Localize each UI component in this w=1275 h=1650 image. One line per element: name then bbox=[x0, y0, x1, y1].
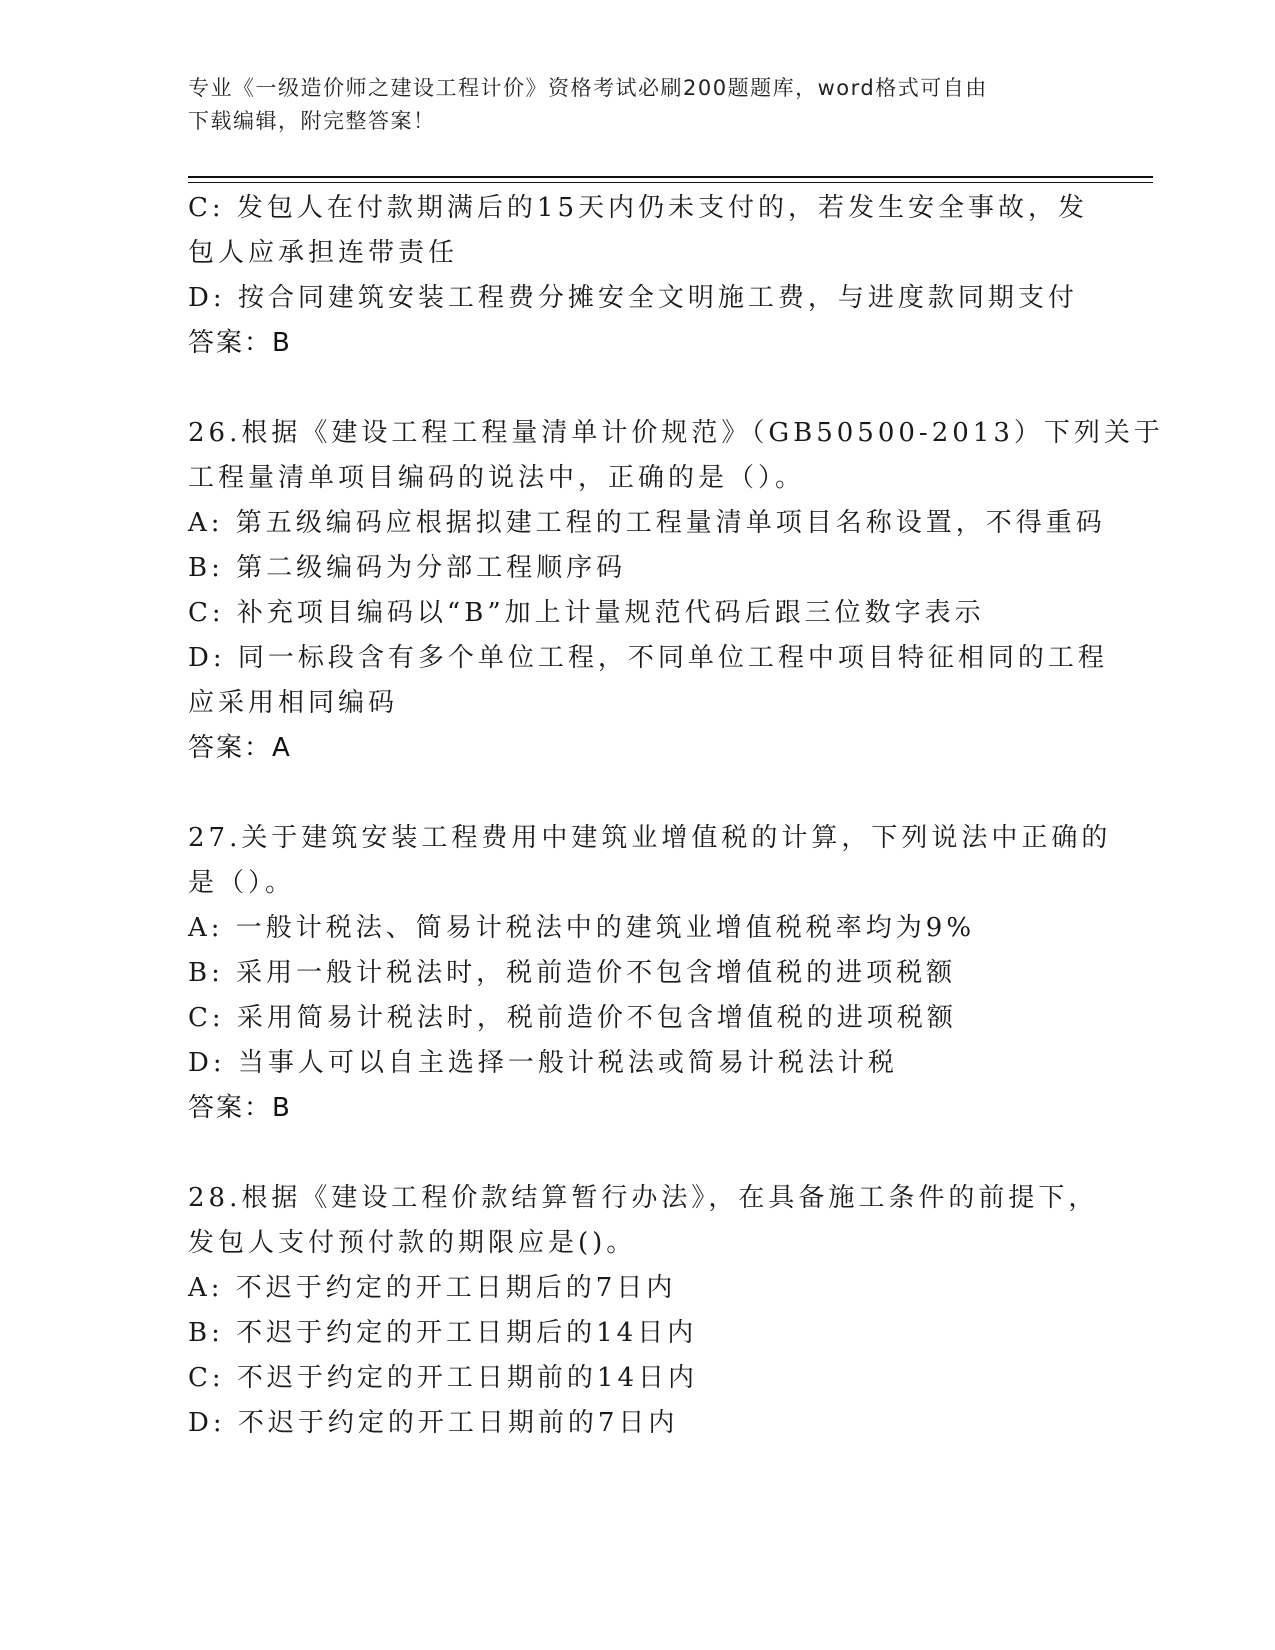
q26-option-c: C: 补充项目编码以“B”加上计量规范代码后跟三位数字表示 bbox=[188, 598, 985, 628]
q27-option-b: B: 采用一般计税法时，税前造价不包含增值税的进项税额 bbox=[188, 958, 957, 988]
q26-stem-line-2: 工程量清单项目编码的说法中，正确的是（）。 bbox=[188, 463, 806, 493]
q27-answer: 答案：B bbox=[188, 1093, 292, 1123]
header-line-2: 下载编辑，附完整答案！ bbox=[188, 109, 436, 133]
q26-option-d-line-1: D: 同一标段含有多个单位工程，不同单位工程中项目特征相同的工程 bbox=[188, 643, 1108, 673]
document-header bbox=[188, 72, 1088, 138]
prev-option-c-line-2: 包人应承担连带责任 bbox=[188, 238, 459, 268]
q27-option-c: C: 采用简易计税法时，税前造价不包含增值税的进项税额 bbox=[188, 1003, 957, 1033]
q28-option-a: A: 不迟于约定的开工日期后的7日内 bbox=[188, 1273, 677, 1303]
q27-stem-line-2: 是（）。 bbox=[188, 868, 296, 898]
q26-option-a: A: 第五级编码应根据拟建工程的工程量清单项目名称设置，不得重码 bbox=[188, 508, 1106, 538]
q27-option-d: D: 当事人可以自主选择一般计税法或简易计税法计税 bbox=[188, 1048, 898, 1078]
prev-option-d: D: 按合同建筑安装工程费分摊安全文明施工费，与进度款同期支付 bbox=[188, 283, 1078, 313]
q26-option-b: B: 第二级编码为分部工程顺序码 bbox=[188, 553, 627, 583]
header-line-1: 专业《一级造价师之建设工程计价》资格考试必刷200题题库，word格式可自由 bbox=[188, 76, 988, 100]
header-divider-thin bbox=[188, 182, 1153, 183]
header-divider-thick bbox=[188, 176, 1153, 178]
q28-option-c: C: 不迟于约定的开工日期前的14日内 bbox=[188, 1363, 699, 1393]
q28-stem-line-2: 发包人支付预付款的期限应是()。 bbox=[188, 1228, 637, 1258]
q27-stem-line-1: 27.关于建筑安装工程费用中建筑业增值税的计算，下列说法中正确的 bbox=[188, 823, 1112, 853]
q28-option-d: D: 不迟于约定的开工日期前的7日内 bbox=[188, 1408, 679, 1438]
q26-answer: 答案：A bbox=[188, 733, 292, 763]
prev-answer: 答案：B bbox=[188, 328, 292, 358]
q26-option-d-line-2: 应采用相同编码 bbox=[188, 688, 399, 718]
q28-option-b: B: 不迟于约定的开工日期后的14日内 bbox=[188, 1318, 698, 1348]
q28-stem-line-1: 28.根据《建设工程价款结算暂行办法》，在具备施工条件的前提下， bbox=[188, 1183, 1099, 1213]
q27-option-a: A: 一般计税法、简易计税法中的建筑业增值税税率均为9% bbox=[188, 913, 976, 943]
q26-stem-line-1: 26.根据《建设工程工程量清单计价规范》（GB50500-2013）下列关于 bbox=[188, 418, 1164, 448]
prev-option-c-line-1: C: 发包人在付款期满后的15天内仍未支付的，若发生安全事故，发 bbox=[188, 193, 1089, 223]
